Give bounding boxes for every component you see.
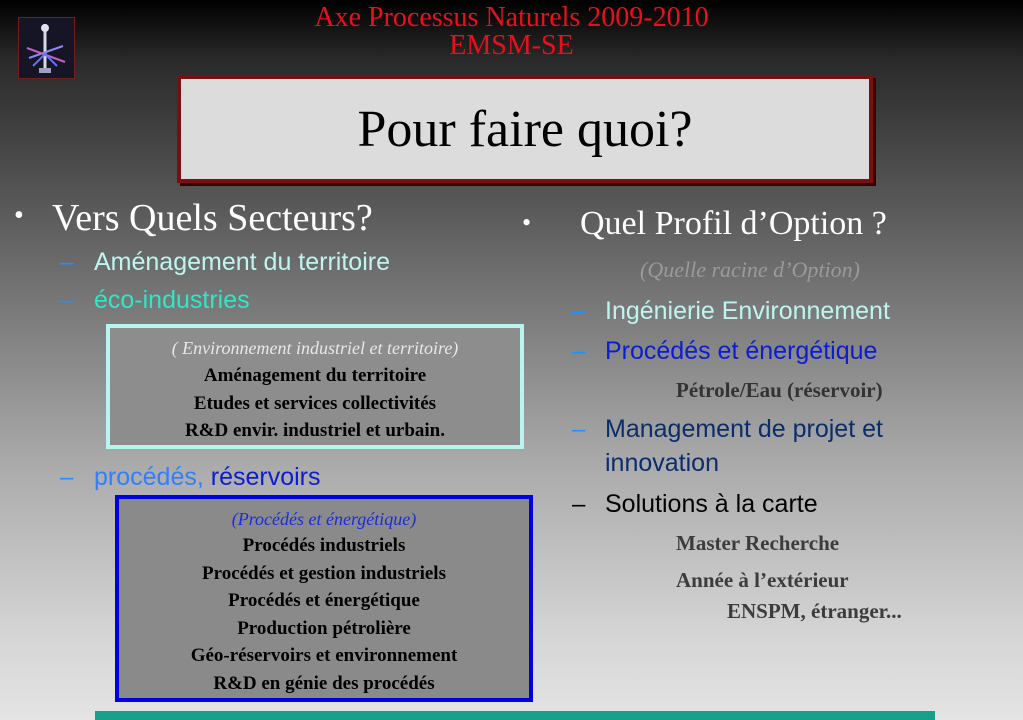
- box2-line: Procédés et gestion industriels: [202, 562, 446, 584]
- profile-solutions: Solutions à la carte: [605, 490, 818, 518]
- title-box: [177, 75, 873, 183]
- dash-3: –: [60, 464, 74, 491]
- box2-line: R&D en génie des procédés: [213, 672, 435, 694]
- box1-line: Etudes et services collectivités: [193, 392, 437, 414]
- dash-r4: –: [572, 491, 586, 518]
- item-procedes: procédés,: [94, 463, 204, 491]
- item-reservoirs: réservoirs: [210, 463, 321, 491]
- profile-management-1: Management de projet et: [605, 415, 883, 443]
- box1-caption: ( Environnement industriel et territoire): [171, 338, 459, 358]
- item-procedes-reservoirs: [94, 463, 321, 492]
- right-heading: Quel Profil d’Option ?: [580, 205, 887, 242]
- profile-ingenierie: Ingénierie Environnement: [605, 297, 890, 325]
- box2-line: Géo-réservoirs et environnement: [190, 645, 458, 666]
- note-master: Master Recherche: [676, 531, 840, 555]
- dash-r3: –: [572, 416, 586, 443]
- school-logo-icon: [19, 18, 74, 78]
- item-eco-industries: éco-industries: [94, 286, 250, 314]
- box1-line: R&D envir. industriel et urbain.: [184, 420, 446, 441]
- header-title: Axe Processus Naturels 2009-2010: [314, 2, 709, 33]
- left-heading: Vers Quels Secteurs?: [52, 197, 373, 239]
- box1-line: Aménagement du territoire: [203, 365, 427, 386]
- note-petrole: Pétrole/Eau (réservoir): [676, 378, 883, 402]
- dash-r1: –: [572, 298, 586, 325]
- right-subheading: (Quelle racine d’Option): [640, 257, 860, 282]
- dash-r2: –: [572, 338, 586, 365]
- box2-line: Procédés industriels: [242, 535, 406, 556]
- profile-procedes: Procédés et énergétique: [605, 337, 878, 365]
- item-amenagement: Aménagement du territoire: [94, 248, 390, 276]
- dash-1: –: [60, 249, 74, 276]
- box2-caption: (Procédés et énergétique): [231, 509, 417, 529]
- note-enspm: ENSPM, étranger...: [727, 599, 902, 623]
- dash-2: –: [60, 287, 74, 314]
- slide-title: Pour faire quoi?: [357, 100, 693, 158]
- profile-management-2: innovation: [605, 449, 719, 477]
- bullet-right: •: [522, 208, 532, 237]
- sector-box-procedes: [115, 495, 533, 702]
- school-logo: [18, 17, 75, 79]
- note-annee: Année à l’extérieur: [676, 568, 849, 592]
- box2-line: Procédés et énergétique: [228, 590, 420, 611]
- bottom-divider: [95, 711, 935, 720]
- sector-box-environnement: [106, 324, 524, 449]
- header-subtitle: EMSM-SE: [449, 30, 574, 61]
- box2-line: Production pétrolière: [237, 617, 411, 639]
- bullet-left: •: [14, 200, 24, 231]
